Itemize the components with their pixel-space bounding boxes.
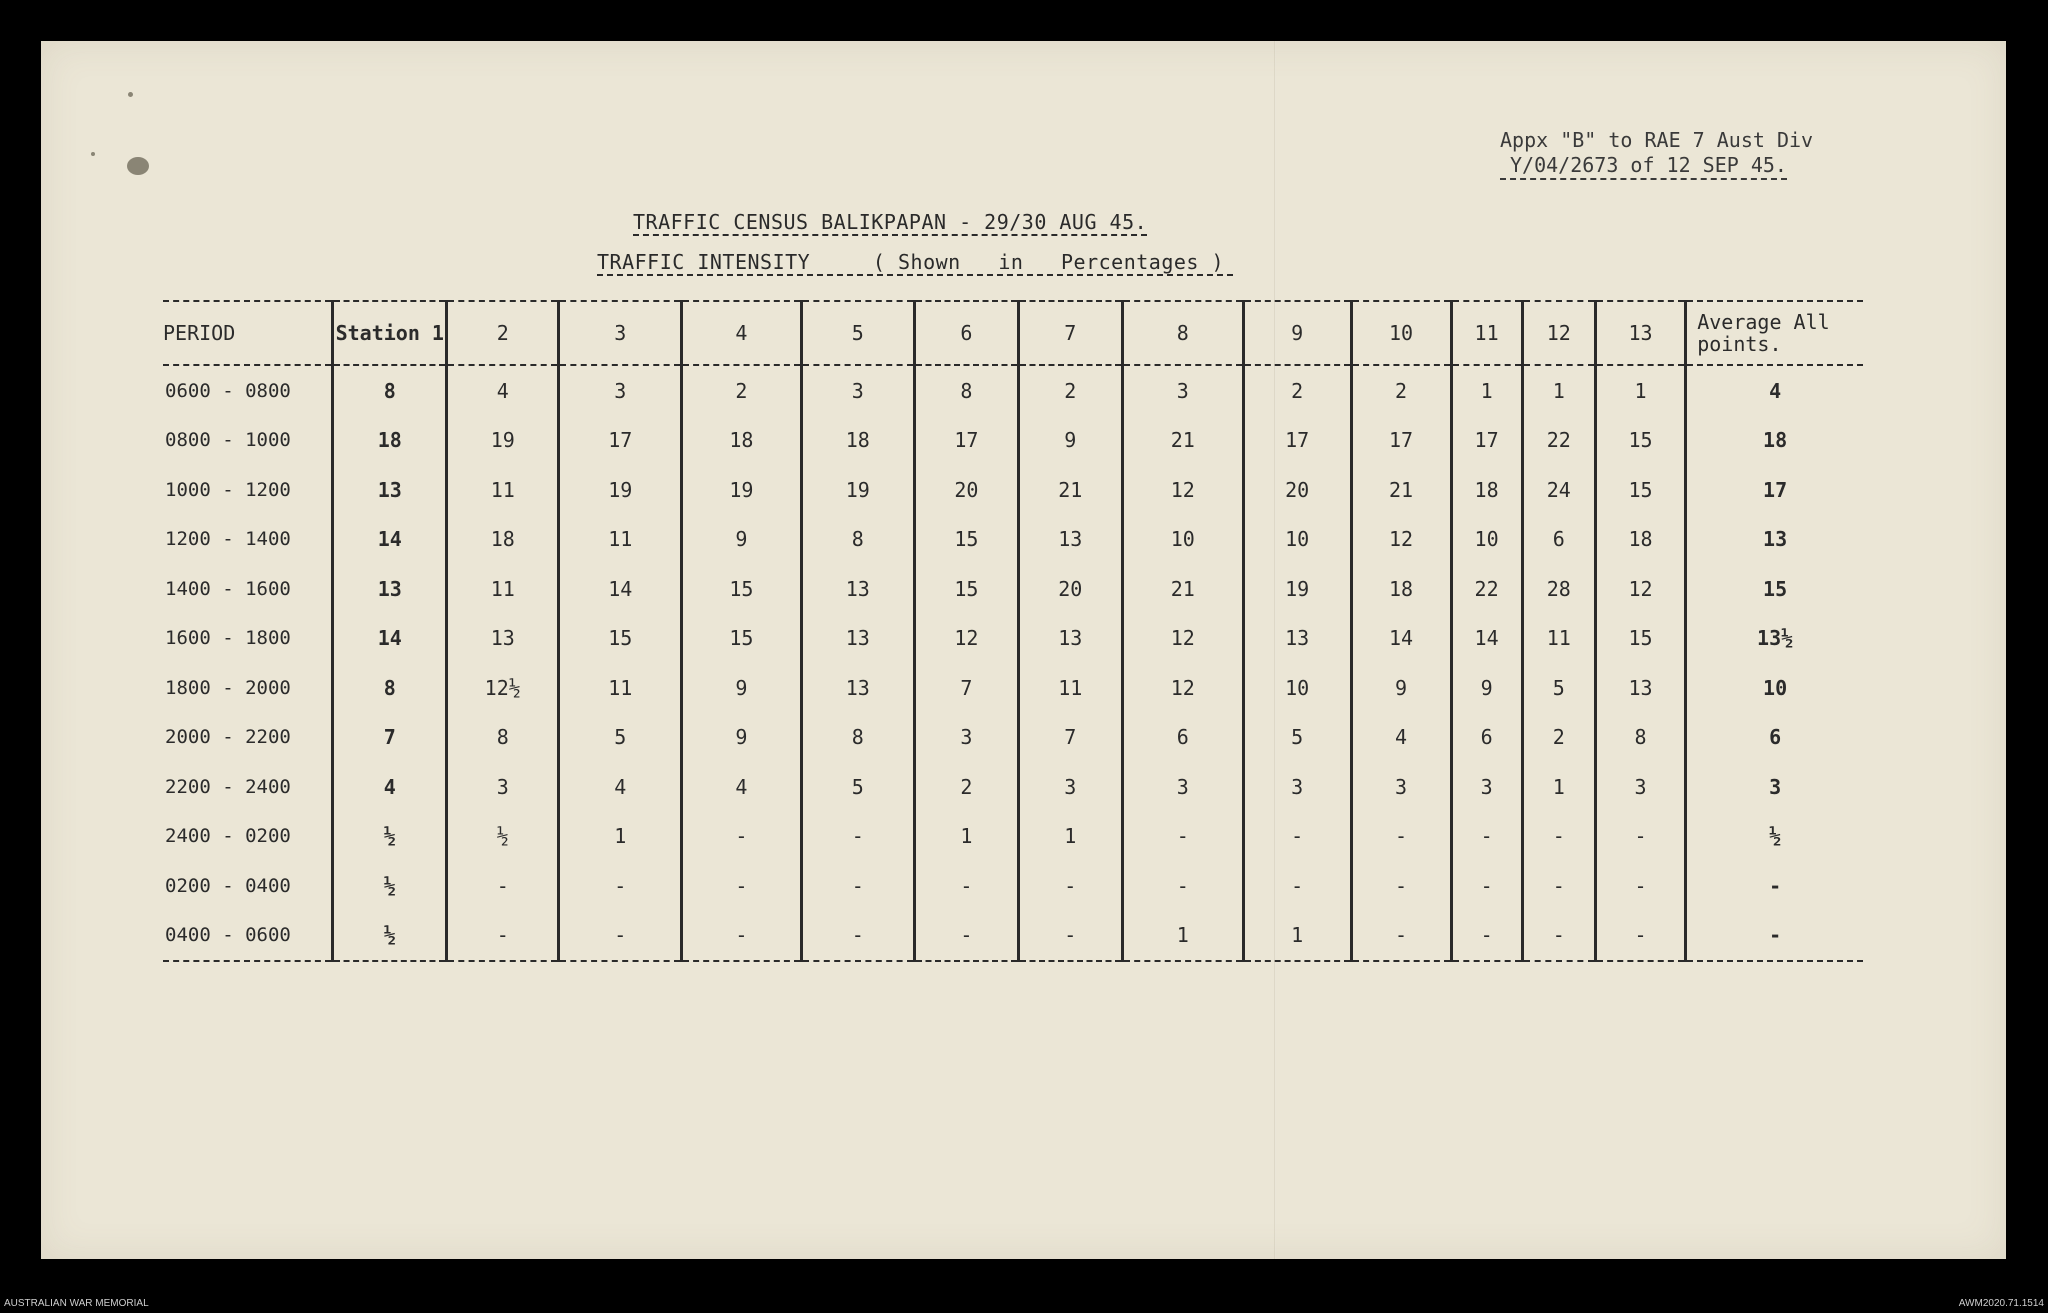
station-header: 3: [559, 301, 682, 365]
value-cell: -: [1351, 911, 1451, 962]
value-cell: -: [447, 911, 559, 962]
value-cell: 22: [1522, 416, 1595, 466]
table-row: [163, 663, 1863, 713]
value-cell: -: [801, 861, 914, 911]
value-cell: -: [682, 911, 801, 962]
period-cell: 1200 - 1400: [165, 528, 291, 551]
value-cell: 11: [1522, 614, 1595, 664]
value-cell: 13: [1018, 515, 1122, 565]
value-cell: 15: [682, 564, 801, 614]
value-cell: 6: [1522, 515, 1595, 565]
value-cell: 3: [1686, 762, 1863, 812]
value-cell: 1: [1451, 365, 1522, 416]
value-cell: 3: [1351, 762, 1451, 812]
station-header: 11: [1451, 301, 1522, 365]
value-cell: 15: [914, 515, 1018, 565]
value-cell: -: [1522, 812, 1595, 862]
value-cell: -: [914, 861, 1018, 911]
value-cell: 19: [682, 465, 801, 515]
staple-hole: [127, 157, 149, 175]
value-cell: 18: [447, 515, 559, 565]
value-cell: 10: [1243, 515, 1351, 565]
table-row: [163, 762, 1863, 812]
value-cell: 6: [1122, 713, 1243, 763]
period-cell: 1600 - 1800: [165, 627, 291, 650]
value-cell: 8: [914, 365, 1018, 416]
value-cell: 9: [1451, 663, 1522, 713]
value-cell: 18: [1595, 515, 1685, 565]
table-body: [163, 365, 1863, 961]
footer-right: AWM2020.71.1514: [1958, 1298, 2044, 1309]
station-header: 4: [682, 301, 801, 365]
station-header: 5: [801, 301, 914, 365]
value-cell: 17: [914, 416, 1018, 466]
value-cell: -: [1351, 812, 1451, 862]
value-cell: 4: [1351, 713, 1451, 763]
value-cell: 12½: [447, 663, 559, 713]
table-row: [163, 861, 1863, 911]
value-cell: -: [914, 911, 1018, 962]
period-cell: 1400 - 1600: [165, 577, 291, 600]
value-cell: 4: [333, 762, 447, 812]
value-cell: -: [1351, 861, 1451, 911]
average-header: Average All points.: [1686, 301, 1863, 365]
value-cell: -: [559, 861, 682, 911]
value-cell: 3: [1595, 762, 1685, 812]
value-cell: 12: [914, 614, 1018, 664]
value-cell: -: [1451, 812, 1522, 862]
value-cell: 1: [914, 812, 1018, 862]
station-header: 13: [1595, 301, 1685, 365]
pin-mark: [128, 92, 133, 97]
footer-left: AUSTRALIAN WAR MEMORIAL: [4, 1298, 149, 1309]
period-cell: 0600 - 0800: [165, 379, 291, 402]
value-cell: 17: [1686, 465, 1863, 515]
value-cell: 17: [1351, 416, 1451, 466]
value-cell: 19: [1243, 564, 1351, 614]
value-cell: 8: [801, 515, 914, 565]
traffic-census-table: [163, 300, 1863, 962]
station-header: Station 1: [333, 301, 447, 365]
value-cell: 11: [1018, 663, 1122, 713]
value-cell: 8: [333, 663, 447, 713]
value-cell: 11: [447, 564, 559, 614]
table-row: [163, 515, 1863, 565]
value-cell: 1: [1018, 812, 1122, 862]
value-cell: 7: [1018, 713, 1122, 763]
value-cell: 19: [559, 465, 682, 515]
document-title: TRAFFIC CENSUS BALIKPAPAN - 29/30 AUG 45.: [633, 210, 1148, 234]
value-cell: -: [1243, 861, 1351, 911]
value-cell: 4: [682, 762, 801, 812]
value-cell: 4: [559, 762, 682, 812]
value-cell: 20: [1018, 564, 1122, 614]
value-cell: 17: [1243, 416, 1351, 466]
value-cell: 14: [559, 564, 682, 614]
value-cell: 6: [1686, 713, 1863, 763]
value-cell: 18: [682, 416, 801, 466]
value-cell: 2: [1018, 365, 1122, 416]
value-cell: 9: [1018, 416, 1122, 466]
value-cell: 21: [1122, 564, 1243, 614]
value-cell: 2: [1522, 713, 1595, 763]
value-cell: -: [1686, 911, 1863, 962]
value-cell: 3: [447, 762, 559, 812]
value-cell: 6: [1451, 713, 1522, 763]
value-cell: -: [559, 911, 682, 962]
value-cell: 7: [333, 713, 447, 763]
value-cell: 13½: [1686, 614, 1863, 664]
value-cell: 5: [1243, 713, 1351, 763]
value-cell: 28: [1522, 564, 1595, 614]
value-cell: 14: [333, 515, 447, 565]
value-cell: 13: [333, 465, 447, 515]
value-cell: -: [1122, 812, 1243, 862]
value-cell: 14: [1351, 614, 1451, 664]
value-cell: -: [1686, 861, 1863, 911]
value-cell: 21: [1122, 416, 1243, 466]
value-cell: 3: [1243, 762, 1351, 812]
value-cell: 12: [1351, 515, 1451, 565]
value-cell: 21: [1018, 465, 1122, 515]
value-cell: 3: [1122, 762, 1243, 812]
appendix-line-1: Appx "B" to RAE 7 Aust Div: [1500, 128, 1814, 152]
period-cell: 0400 - 0600: [163, 911, 333, 962]
value-cell: 15: [1686, 564, 1863, 614]
value-cell: 20: [914, 465, 1018, 515]
value-cell: 9: [682, 515, 801, 565]
value-cell: 18: [1686, 416, 1863, 466]
period-cell: 0800 - 1000: [165, 429, 291, 452]
station-header: 12: [1522, 301, 1595, 365]
value-cell: -: [682, 812, 801, 862]
value-cell: -: [801, 911, 914, 962]
value-cell: 19: [447, 416, 559, 466]
value-cell: -: [447, 861, 559, 911]
value-cell: 13: [801, 663, 914, 713]
period-cell: 0200 - 0400: [165, 874, 291, 897]
value-cell: 3: [801, 365, 914, 416]
document-subtitle: TRAFFIC INTENSITY ( Shown in Percentages ): [597, 250, 1233, 276]
station-header: 8: [1122, 301, 1243, 365]
period-cell: 1800 - 2000: [165, 676, 291, 699]
value-cell: 8: [447, 713, 559, 763]
value-cell: 10: [1451, 515, 1522, 565]
value-cell: 1: [1522, 762, 1595, 812]
value-cell: 4: [1686, 365, 1863, 416]
table-row: [163, 614, 1863, 664]
value-cell: 12: [1122, 663, 1243, 713]
value-cell: 2: [914, 762, 1018, 812]
value-cell: 10: [1243, 663, 1351, 713]
value-cell: 8: [801, 713, 914, 763]
value-cell: 13: [1595, 663, 1685, 713]
value-cell: 15: [559, 614, 682, 664]
station-header: 7: [1018, 301, 1122, 365]
value-cell: 1: [559, 812, 682, 862]
value-cell: -: [1451, 861, 1522, 911]
value-cell: 15: [1595, 416, 1685, 466]
value-cell: -: [1595, 911, 1685, 962]
value-cell: 12: [1595, 564, 1685, 614]
value-cell: ½: [333, 861, 447, 911]
value-cell: 11: [559, 663, 682, 713]
value-cell: 18: [333, 416, 447, 466]
value-cell: 13: [801, 614, 914, 664]
value-cell: 18: [801, 416, 914, 466]
value-cell: 2: [682, 365, 801, 416]
table-row: [163, 365, 1863, 416]
value-cell: 5: [1522, 663, 1595, 713]
value-cell: 14: [333, 614, 447, 664]
table-row: [163, 465, 1863, 515]
table-row: [163, 564, 1863, 614]
value-cell: ½: [333, 812, 447, 862]
value-cell: ½: [1686, 812, 1863, 862]
value-cell: 3: [1122, 365, 1243, 416]
value-cell: 1: [1595, 365, 1685, 416]
period-header: PERIOD: [163, 301, 333, 365]
value-cell: 3: [1451, 762, 1522, 812]
value-cell: ½: [333, 911, 447, 962]
value-cell: 15: [914, 564, 1018, 614]
appendix-line-2: Y/04/2673 of 12 SEP 45.: [1500, 153, 1787, 180]
value-cell: -: [682, 861, 801, 911]
value-cell: 11: [559, 515, 682, 565]
value-cell: 8: [1595, 713, 1685, 763]
table-row: [163, 416, 1863, 466]
value-cell: 10: [1122, 515, 1243, 565]
value-cell: 21: [1351, 465, 1451, 515]
value-cell: 3: [914, 713, 1018, 763]
period-cell: 1000 - 1200: [165, 478, 291, 501]
value-cell: 9: [1351, 663, 1451, 713]
table-row: [163, 812, 1863, 862]
value-cell: 9: [682, 663, 801, 713]
value-cell: 2: [1351, 365, 1451, 416]
station-header: 9: [1243, 301, 1351, 365]
station-header: 10: [1351, 301, 1451, 365]
value-cell: 7: [914, 663, 1018, 713]
value-cell: 18: [1351, 564, 1451, 614]
period-cell: 2000 - 2200: [165, 726, 291, 749]
value-cell: 13: [333, 564, 447, 614]
value-cell: 20: [1243, 465, 1351, 515]
value-cell: 24: [1522, 465, 1595, 515]
value-cell: 13: [1018, 614, 1122, 664]
value-cell: 3: [559, 365, 682, 416]
value-cell: 8: [333, 365, 447, 416]
value-cell: 13: [1686, 515, 1863, 565]
value-cell: -: [1018, 911, 1122, 962]
value-cell: 12: [1122, 465, 1243, 515]
value-cell: -: [1522, 861, 1595, 911]
value-cell: -: [1018, 861, 1122, 911]
value-cell: -: [1595, 812, 1685, 862]
value-cell: 14: [1451, 614, 1522, 664]
value-cell: 1: [1122, 911, 1243, 962]
value-cell: 4: [447, 365, 559, 416]
station-header: 2: [447, 301, 559, 365]
value-cell: 15: [1595, 614, 1685, 664]
value-cell: -: [1451, 911, 1522, 962]
value-cell: 11: [447, 465, 559, 515]
table-header-row: [163, 301, 1863, 365]
value-cell: 22: [1451, 564, 1522, 614]
value-cell: 5: [559, 713, 682, 763]
appendix-reference: [1500, 128, 1840, 180]
value-cell: 15: [1595, 465, 1685, 515]
value-cell: 2: [1243, 365, 1351, 416]
value-cell: 3: [1018, 762, 1122, 812]
value-cell: 1: [1243, 911, 1351, 962]
value-cell: 10: [1686, 663, 1863, 713]
value-cell: 13: [801, 564, 914, 614]
pin-mark: [91, 152, 95, 156]
value-cell: -: [1595, 861, 1685, 911]
station-header: 6: [914, 301, 1018, 365]
period-cell: 2200 - 2400: [165, 775, 291, 798]
value-cell: 13: [447, 614, 559, 664]
value-cell: 15: [682, 614, 801, 664]
table-row: [163, 713, 1863, 763]
value-cell: -: [1243, 812, 1351, 862]
period-cell: 2400 - 0200: [165, 825, 291, 848]
value-cell: -: [801, 812, 914, 862]
value-cell: 17: [559, 416, 682, 466]
table-row: [163, 911, 1863, 962]
value-cell: ½: [447, 812, 559, 862]
value-cell: 5: [801, 762, 914, 812]
value-cell: 18: [1451, 465, 1522, 515]
value-cell: 19: [801, 465, 914, 515]
value-cell: -: [1122, 861, 1243, 911]
value-cell: 13: [1243, 614, 1351, 664]
value-cell: 12: [1122, 614, 1243, 664]
value-cell: 1: [1522, 365, 1595, 416]
value-cell: -: [1522, 911, 1595, 962]
value-cell: 9: [682, 713, 801, 763]
value-cell: 17: [1451, 416, 1522, 466]
